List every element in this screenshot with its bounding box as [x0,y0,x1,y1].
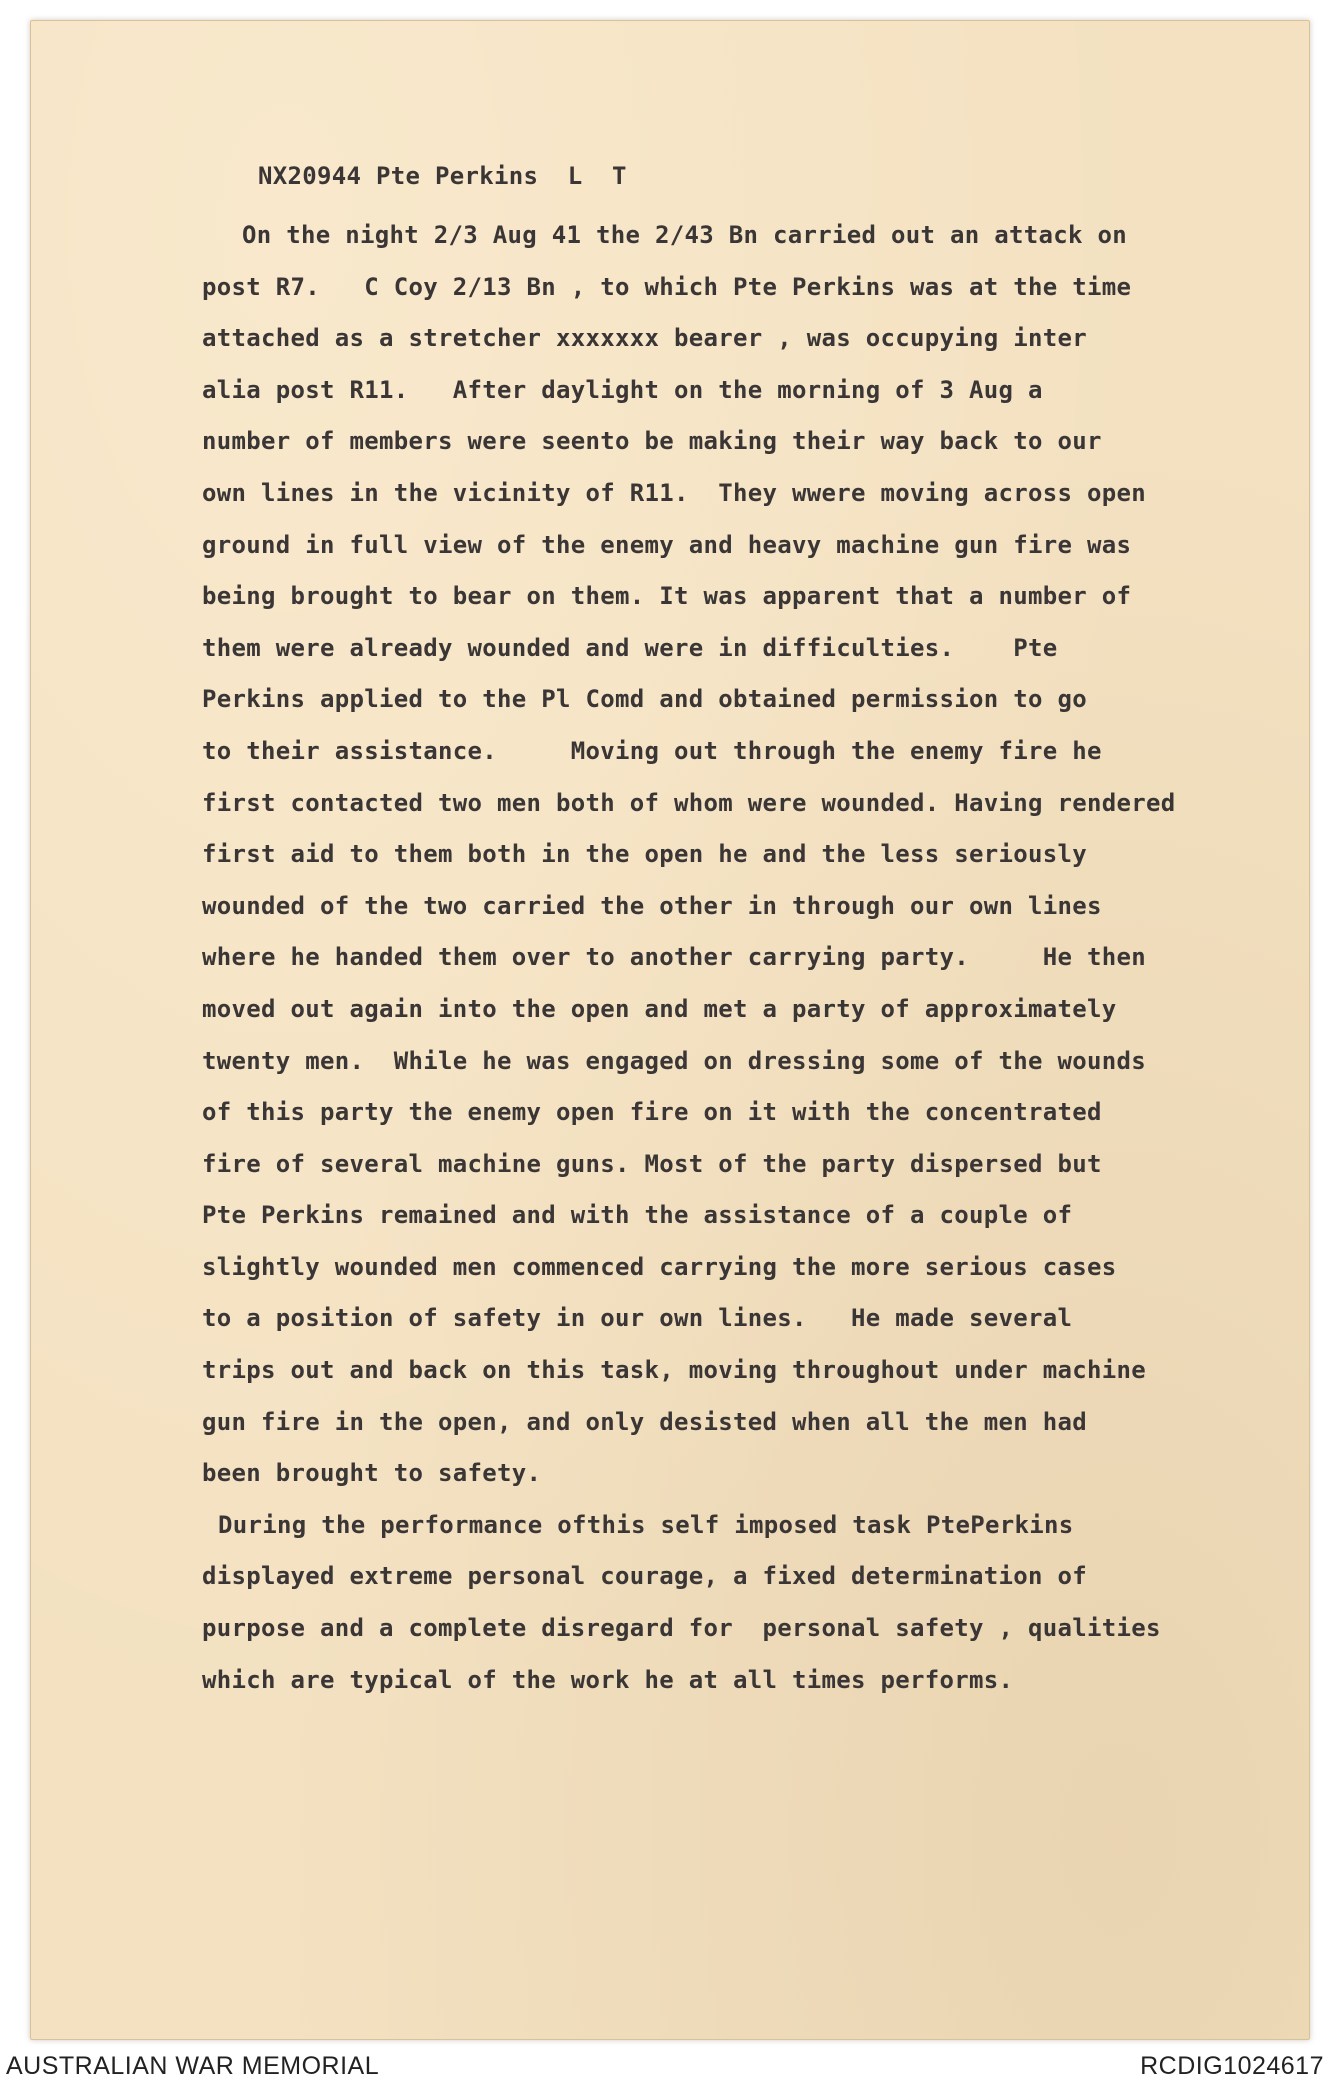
text-line: During the performance ofthis self imposed task PtePerkins [218,1510,1074,1539]
text-line: fire of several machine guns. Most of the party dispersed but [202,1149,1102,1178]
text-line: post R7. C Coy 2/13 Bn , to which Pte Perkins was at the time [202,272,1132,301]
text-line: to their assistance. Moving out through the enemy fire he [202,736,1102,765]
text-line: where he handed them over to another carrying party. He then [202,943,1146,972]
institution-label: AUSTRALIAN WAR MEMORIAL [6,2052,380,2080]
text-line: own lines in the vicinity of R11. They wwere moving across open [202,478,1146,507]
text-line: which are typical of the work he at all times performs. [202,1665,1014,1694]
text-line: slightly wounded men commenced carrying the more serious cases [202,1252,1117,1281]
catalog-id-label: RCDIG1024617 [1140,2052,1324,2080]
text-line: alia post R11. After daylight on the morning of 3 Aug a [202,375,1043,404]
text-line: them were already wounded and were in difficulties. Pte [202,633,1058,662]
text-line: On the night 2/3 Aug 41 the 2/43 Bn carried out an attack on [242,221,1127,249]
text-line: Perkins applied to the Pl Comd and obtained permission to go [202,685,1087,714]
text-line: purpose and a complete disregard for personal safety , qualities [202,1614,1161,1643]
text-line: trips out and back on this task, moving throughout under machine [202,1356,1146,1385]
text-line: gun fire in the open, and only desisted when all the men had [202,1407,1087,1436]
paragraph-1 [202,210,1262,1500]
typewritten-citation [202,158,1262,1706]
archive-footer [0,2048,1332,2082]
text-line: of this party the enemy open fire on it with the concentrated [202,1098,1102,1127]
paragraph-2 [202,1500,1262,1706]
text-line: Pte Perkins remained and with the assistance of a couple of [202,1201,1073,1230]
text-line: been brought to safety. [202,1459,542,1488]
text-line: displayed extreme personal courage, a fixed determination of [202,1562,1087,1591]
text-line: to a position of safety in our own lines. He made several [202,1304,1073,1333]
text-line: wounded of the two carried the other in through our own lines [202,891,1102,920]
text-line: moved out again into the open and met a party of approximately [202,994,1117,1023]
text-line: number of members were seento be making their way back to our [202,427,1102,456]
text-line: ground in full view of the enemy and heavy machine gun fire was [202,530,1132,559]
text-line: first contacted two men both of whom were wounded. Having rendered [202,788,1176,817]
text-line: first aid to them both in the open he and the less seriously [202,840,1087,869]
text-line: twenty men. While he was engaged on dressing some of the wounds [202,1046,1146,1075]
citation-heading: NX20944 Pte Perkins L T [258,162,627,190]
text-line: attached as a stretcher xxxxxxx bearer , was occupying inter [202,324,1087,353]
text-line: being brought to bear on them. It was apparent that a number of [202,582,1132,611]
